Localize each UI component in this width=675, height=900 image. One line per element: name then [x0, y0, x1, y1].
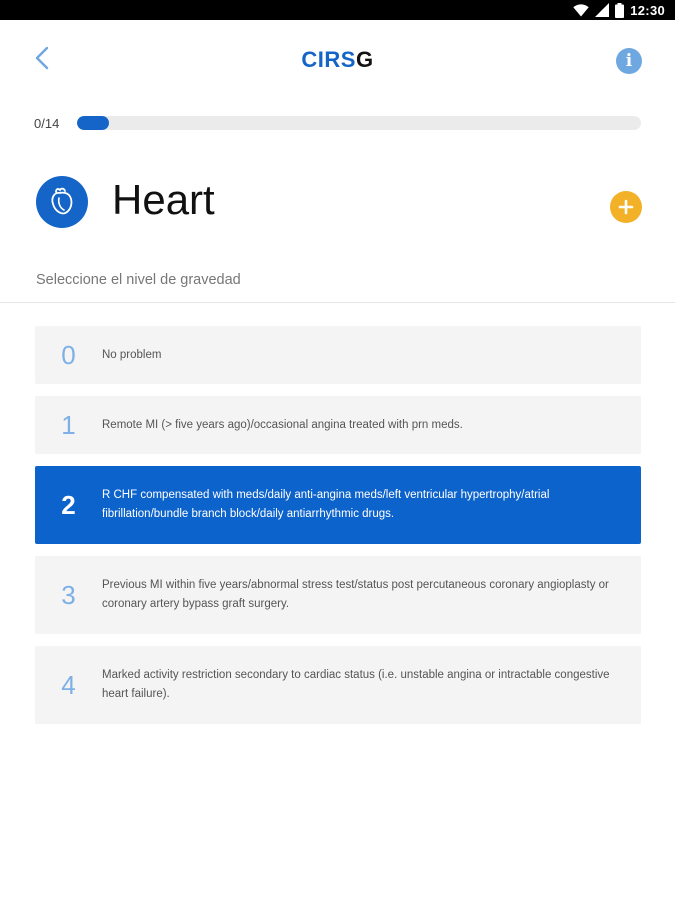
- progress-label: 0/14: [34, 116, 60, 131]
- app-title-part2: G: [355, 47, 374, 72]
- info-icon: i: [625, 51, 633, 71]
- progress-bar: [77, 116, 641, 130]
- severity-level: 2: [61, 489, 76, 520]
- severity-level: 1: [61, 409, 76, 440]
- cell-signal-icon: [595, 3, 609, 17]
- app-title: [0, 47, 675, 73]
- divider: [0, 302, 675, 303]
- severity-description: No problem: [102, 348, 162, 361]
- info-button[interactable]: [616, 48, 642, 74]
- severity-prompt: Seleccione el nivel de gravedad: [36, 272, 241, 288]
- plus-icon: [618, 199, 634, 215]
- status-icons: [573, 2, 665, 18]
- severity-description: Remote MI (> five years ago)/occasional angina treated with prn meds.: [102, 418, 463, 431]
- severity-options: [35, 326, 641, 736]
- app-bar: [0, 20, 675, 98]
- severity-option-1[interactable]: [35, 396, 641, 454]
- severity-option-4[interactable]: [35, 646, 641, 724]
- heart-organ-icon: [45, 185, 79, 219]
- wifi-icon: [573, 4, 589, 17]
- severity-level: 3: [61, 579, 76, 610]
- severity-level: 0: [61, 339, 76, 370]
- progress-fill: [77, 116, 109, 130]
- severity-option-2[interactable]: [35, 466, 641, 544]
- battery-icon: [615, 3, 624, 18]
- severity-level: 4: [61, 669, 76, 700]
- severity-description: R CHF compensated with meds/daily anti-angina meds/left ventricular hypertrophy/atrial fibrillation/bundle branch block/daily antiarrhythmic drugs.: [102, 489, 550, 520]
- heart-icon: [36, 176, 88, 228]
- severity-description: Previous MI within five years/abnormal stress test/status post percutaneous coronary angioplasty or coronary artery bypass graft surgery.: [102, 579, 609, 610]
- add-button[interactable]: [610, 191, 642, 223]
- status-bar: [0, 0, 675, 20]
- section-title: Heart: [112, 176, 215, 223]
- status-time: 12:30: [630, 2, 665, 18]
- severity-option-3[interactable]: [35, 556, 641, 634]
- severity-option-0[interactable]: [35, 326, 641, 384]
- app-title-part1: CIRS: [301, 47, 356, 72]
- severity-description: Marked activity restriction secondary to cardiac status (i.e. unstable angina or intractable congestive heart failure).: [102, 669, 610, 700]
